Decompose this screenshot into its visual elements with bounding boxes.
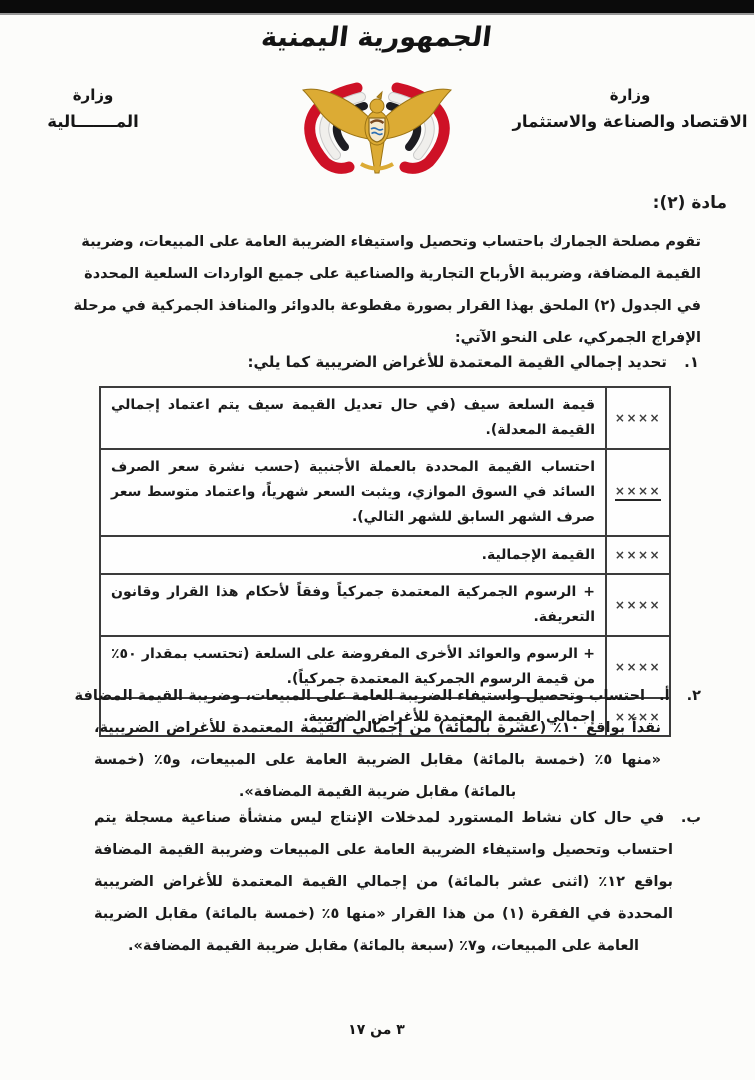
intro-line: في الجدول (٢) الملحق بهذا القرار بصورة مقطوعة بالدوائر والمنافذ الجمركية في مرحلة bbox=[74, 298, 702, 314]
article-heading: مادة (٢): bbox=[653, 193, 728, 213]
intro-line: الإفراج الجمركي، على النحو الآتي: bbox=[455, 330, 702, 346]
row-label: القيمة الإجمالية. bbox=[482, 546, 596, 563]
page-number-footer: ٣ من ١٧ bbox=[349, 1022, 406, 1038]
clause-1-line bbox=[249, 353, 700, 371]
clause-2b-line: بواقع ١٢٪ (اثنى عشر بالمائة) من إجمالي القيمة المعتمدة للأغراض الضريبية bbox=[95, 874, 674, 890]
row-value-cell bbox=[606, 537, 670, 573]
value-placeholder: ×××× bbox=[615, 548, 663, 562]
row-label-cell bbox=[102, 450, 606, 535]
clause-1-text: تحديد إجمالي القيمة المعتمدة للأغراض الضريبية كما يلي: bbox=[248, 353, 668, 371]
row-label: احتساب القيمة المحددة بالعملة الأجنبية (حسب نشرة سعر الصرف السائد في السوق الموازي، ويثبت السعر شهرياً، واعتماد متوسط سعر صرف الشهر السابق للشهر التالي). bbox=[112, 459, 596, 525]
scan-top-black-bar bbox=[0, 0, 755, 15]
row-label: + الرسوم الجمركية المعتمدة جمركياً وفقاً لأحكام هذا القرار وقانون التعريفة. bbox=[112, 584, 596, 625]
clause-2b-line bbox=[95, 802, 702, 834]
clause-2-sub-a bbox=[75, 680, 702, 808]
row-label-cell bbox=[102, 575, 606, 635]
row-label: قيمة السلعة سيف (في حال تعديل القيمة سيف يتم اعتماد إجمالي القيمة المعدلة). bbox=[112, 397, 596, 438]
ministry-economy-name: الاقتصاد والصناعة والاستثمار bbox=[513, 112, 749, 131]
row-label-cell bbox=[102, 388, 606, 448]
clause-2b-line: العامة على المبيعات، و٧٪ (سبعة بالمائة) مقابل ضريبة القيمة المضافة». bbox=[128, 938, 641, 954]
value-placeholder: ×××× bbox=[615, 598, 663, 612]
row-value-cell bbox=[606, 388, 670, 448]
table-row bbox=[102, 535, 670, 573]
intro-line: تقوم مصلحة الجمارك باحتساب وتحصيل واستيفاء الضريبة العامة على المبيعات، وضريبة bbox=[82, 234, 702, 250]
ministry-finance-word: وزارة bbox=[73, 86, 115, 104]
row-label-cell bbox=[102, 537, 606, 573]
clause-1-number: ١. bbox=[685, 353, 700, 371]
clause-2a-line: بالمائة) مقابل ضريبة القيمة المضافة». bbox=[239, 784, 518, 800]
chest-shield bbox=[370, 118, 386, 142]
value-placeholder: ×××× bbox=[615, 660, 663, 674]
sub-b-letter: ب. bbox=[681, 810, 702, 826]
row-label: إجمالي القيمة المعتمدة للأغراض الضريبية. bbox=[304, 708, 596, 725]
clause-2b-line: المحددة في الفقرة (١) من هذا القرار «منها ٥٪ (خمسة بالمائة) مقابل الضريبة bbox=[95, 906, 674, 922]
value-placeholder: ×××× bbox=[615, 411, 663, 425]
clause-2a-line: «منها ٥٪ (خمسة بالمائة) مقابل الضريبة العامة على المبيعات، و٥٪ (خمسة bbox=[95, 752, 662, 768]
ministry-finance-name: المـــــــالية bbox=[48, 112, 140, 131]
table-row bbox=[102, 448, 670, 535]
sub-a-text: احتساب وتحصيل واستيفاء الضريبة العامة على المبيعات، وضريبة القيمة المضافة bbox=[75, 688, 647, 704]
ministry-finance-block bbox=[24, 86, 164, 131]
value-placeholder: ×××× bbox=[615, 710, 663, 724]
yemen-coat-of-arms-icon bbox=[286, 66, 470, 182]
clause-2a-line: نقداً بواقع ١٠٪ (عشرة بالمائة) من إجمالي القيمة المعتمدة للأغراض الضريبية، bbox=[95, 720, 662, 736]
sub-a-letter: أ. bbox=[660, 688, 671, 704]
row-value-cell bbox=[606, 575, 670, 635]
intro-line: القيمة المضافة، وضريبة الأرباح التجارية والصناعية على جميع الواردات السلعية المحددة bbox=[85, 266, 702, 282]
clause-2-sub-b bbox=[95, 802, 702, 962]
clause-2a-line bbox=[75, 680, 702, 712]
ministry-economy-block bbox=[511, 86, 751, 131]
table-row bbox=[102, 388, 670, 448]
row-label: + الرسوم والعوائد الأخرى المفروضة على السلعة (تحتسب بمقدار ٥٠٪ من قيمة الرسوم الجمركية المعتمدة جمركياً). bbox=[112, 646, 596, 687]
clause-2b-line: احتساب وتحصيل واستيفاء الضريبة العامة على المبيعات وضريبة القيمة المضافة bbox=[95, 842, 674, 858]
ministry-economy-word: وزارة bbox=[610, 86, 652, 104]
table-row bbox=[102, 573, 670, 635]
article-intro-paragraph bbox=[74, 226, 702, 354]
clause-2-number: ٢. bbox=[687, 688, 702, 704]
sub-b-text: في حال كان نشاط المستورد لمدخلات الإنتاج ليس منشأة صناعية مسجلة يتم bbox=[95, 810, 666, 826]
republic-title-calligraphy: الجمهورية اليمنية bbox=[260, 22, 495, 53]
row-value-cell bbox=[606, 450, 670, 535]
value-placeholder: ×××× bbox=[616, 484, 662, 501]
